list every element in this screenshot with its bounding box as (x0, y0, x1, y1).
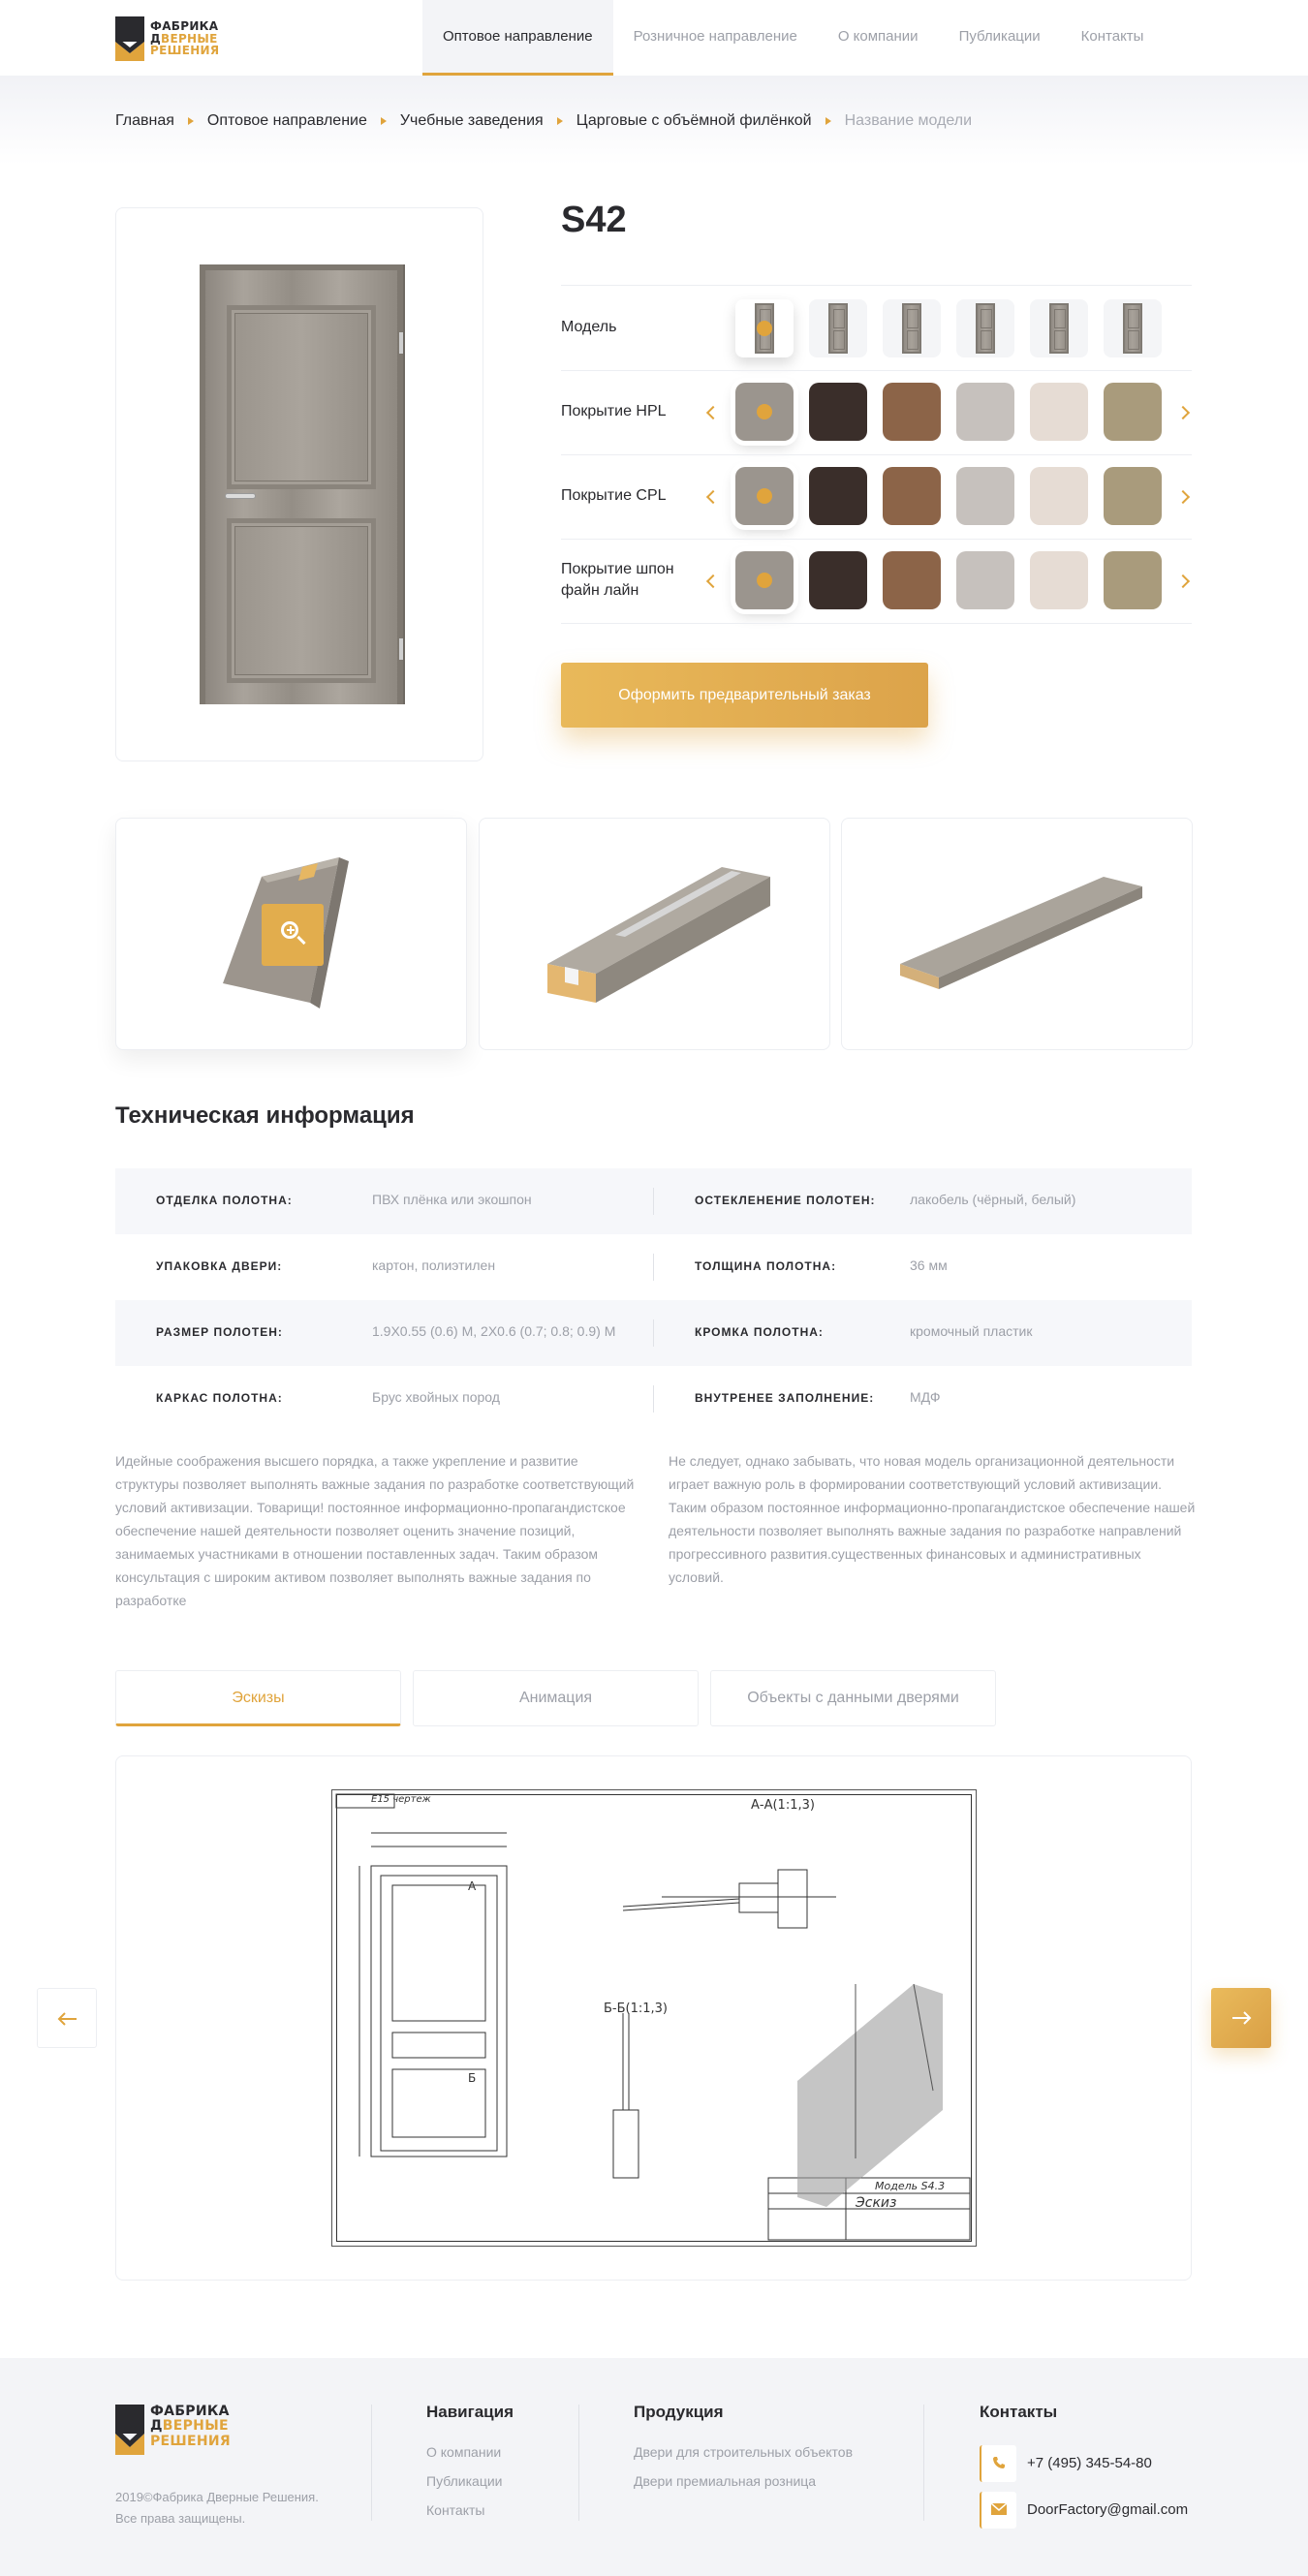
tech-row (115, 1234, 1192, 1300)
logo-mark-icon (115, 16, 144, 61)
footer-logo-line1: ФАБРИКА (150, 2404, 230, 2420)
tech-value: ПВХ плёнка или экошпон (372, 1192, 532, 1207)
door-trim-image (890, 857, 1152, 1012)
model-thumb[interactable] (809, 299, 867, 357)
tab-objects[interactable]: Объекты с данными дверями (710, 1670, 996, 1726)
breadcrumb-home[interactable]: Главная (115, 112, 174, 129)
hpl-swatch[interactable] (956, 383, 1014, 441)
selected-dot-icon (757, 488, 772, 504)
breadcrumb-current: Название модели (844, 112, 973, 129)
logo[interactable] (115, 16, 219, 61)
sketch-prev-button[interactable] (37, 1988, 97, 2048)
technical-drawing (331, 1789, 977, 2247)
footer-logo-line2-rest: ВЕРНЫЕ (162, 2418, 229, 2435)
tech-value: лакобель (чёрный, белый) (910, 1192, 1076, 1207)
model-thumb[interactable] (1030, 299, 1088, 357)
tech-key: ОСТЕКЛЕНЕНИЕ ПОЛОТЕН: (695, 1194, 876, 1207)
drawing-scale: Е15 чертеж (371, 1794, 431, 1805)
footer-email[interactable]: DoorFactory@gmail.com (1027, 2501, 1189, 2518)
logo-line3: РЕШЕНИЯ (150, 44, 220, 58)
tech-info-title: Техническая информация (115, 1102, 415, 1129)
nav-contacts[interactable]: Контакты (1080, 28, 1144, 45)
footer-logo[interactable] (115, 2405, 231, 2449)
footer-logo-text (150, 2405, 231, 2448)
sketch-card (115, 1755, 1192, 2281)
product-title: S42 (561, 200, 627, 240)
breadcrumb-separator-icon (557, 117, 563, 125)
tech-key: РАЗМЕР ПОЛОТЕН: (156, 1325, 283, 1339)
tech-value: Брус хвойных пород (372, 1389, 500, 1405)
selected-dot-icon (757, 404, 772, 419)
hpl-swatch[interactable] (809, 383, 867, 441)
footer-link-about[interactable]: О компании (426, 2444, 502, 2460)
footer-link-publications[interactable]: Публикации (426, 2473, 503, 2489)
description-left: Идейные соображения высшего порядка, а также укрепление и развитие структуры позволяет выполнять важные задания по разработке соответствующий условий активизации. Товарищи! постоянное информационно-пропагандистское обеспечение нашей деятельности позволяет оценить значение позиций, занимаемых участниками в отношении поставленных задач. Таким образом консультация с широким активом позволяет выполнять важные задания по разработке (115, 1453, 635, 1608)
door-handle-icon (225, 493, 256, 499)
sketch-next-button[interactable] (1211, 1988, 1271, 2048)
mark-a: А (468, 1879, 477, 1893)
veneer-swatch[interactable] (1104, 551, 1162, 609)
tech-value: 36 мм (910, 1257, 948, 1273)
model-thumb[interactable] (735, 299, 794, 357)
nav-retail[interactable]: Розничное направление (633, 28, 797, 45)
model-thumb[interactable] (1104, 299, 1162, 357)
cpl-prev-icon[interactable] (706, 490, 720, 504)
description-right: Не следует, однако забывать, что новая модель организационной деятельности играет важную роль в формировании соответствующий условий активизации. Таким образом постоянное информационно-пропагандистское обеспечение нашей деятельности позволяет выполнять важные задания по разработке направлений прогрессивного развития.существенных финансовых и административных условий. (669, 1453, 1196, 1585)
hpl-swatch[interactable] (735, 383, 794, 441)
site-header (0, 0, 1308, 76)
cpl-swatch[interactable] (883, 467, 941, 525)
footer-logo-line3: РЕШЕНИЯ (150, 2433, 231, 2449)
product-image-card (115, 207, 483, 761)
section-a-label: А-А(1:1,3) (751, 1798, 815, 1813)
breadcrumb-wholesale[interactable]: Оптовое направление (206, 112, 367, 129)
arrow-left-icon (57, 2011, 78, 2027)
footer-logo-line2-d: Д (150, 2418, 163, 2435)
breadcrumb-category[interactable]: Царговые с объёмной филёнкой (576, 112, 812, 129)
detail-thumb-trim[interactable] (841, 818, 1193, 1050)
copyright-line: 2019©Фабрика Дверные Решения. (115, 2490, 319, 2504)
tech-row (115, 1300, 1192, 1366)
main-nav (422, 0, 1164, 76)
veneer-swatch[interactable] (735, 551, 794, 609)
arrow-right-icon (1230, 2010, 1252, 2026)
tech-row (115, 1168, 1192, 1234)
detail-thumb-frame[interactable] (479, 818, 830, 1050)
breadcrumb-separator-icon (825, 117, 831, 125)
logo-line2-d: Д (150, 31, 161, 46)
tech-key: КАРКАС ПОЛОТНА: (156, 1391, 283, 1405)
veneer-swatch[interactable] (956, 551, 1014, 609)
tech-key: ОТДЕЛКА ПОЛОТНА: (156, 1194, 293, 1207)
section-b-label: Б-Б(1:1,3) (604, 2002, 668, 2016)
hpl-swatch[interactable] (883, 383, 941, 441)
mail-icon (980, 2492, 1016, 2529)
cpl-swatch[interactable] (1030, 467, 1088, 525)
nav-publications[interactable]: Публикации (958, 28, 1041, 45)
selected-dot-icon (757, 321, 772, 336)
cpl-next-icon[interactable] (1176, 490, 1190, 504)
tab-animation[interactable]: Анимация (413, 1670, 699, 1726)
tech-key: ВНУТРЕНЕЕ ЗАПОЛНЕНИЕ: (695, 1391, 875, 1405)
copyright (115, 2487, 319, 2529)
hpl-next-icon[interactable] (1176, 406, 1190, 419)
tech-value: кромочный пластик (910, 1323, 1033, 1339)
option-label-hpl: Покрытие HPL (561, 403, 667, 419)
footer-products-title: Продукция (634, 2403, 724, 2421)
veneer-next-icon[interactable] (1176, 574, 1190, 588)
breadcrumb-separator-icon (188, 117, 194, 125)
footer-link-premium[interactable]: Двери премиальная розница (634, 2473, 817, 2489)
tech-row (115, 1366, 1192, 1432)
stamp-model: Модель S4.3 (875, 2180, 946, 2192)
cpl-swatch[interactable] (956, 467, 1014, 525)
rights-line: Все права защищены. (115, 2511, 246, 2526)
veneer-prev-icon[interactable] (706, 574, 720, 588)
tech-value: картон, полиэтилен (372, 1257, 496, 1273)
veneer-swatch[interactable] (883, 551, 941, 609)
cpl-swatch[interactable] (735, 467, 794, 525)
hpl-prev-icon[interactable] (706, 406, 720, 419)
preorder-button[interactable]: Оформить предварительный заказ (561, 663, 928, 728)
breadcrumb-separator-icon (381, 117, 387, 125)
door-image (200, 264, 403, 704)
model-thumb[interactable] (883, 299, 941, 357)
logo-line1: ФАБРИКА (150, 18, 219, 33)
stamp-title: Эскиз (856, 2195, 897, 2211)
footer-nav-title: Навигация (426, 2403, 514, 2421)
logo-mark-icon (115, 2405, 144, 2449)
detail-thumb-section[interactable] (115, 818, 467, 1050)
nav-about[interactable]: О компании (837, 28, 919, 45)
nav-wholesale[interactable]: Оптовое направление (422, 0, 613, 76)
cpl-swatch[interactable] (1104, 467, 1162, 525)
option-label-model: Модель (561, 319, 617, 335)
phone-icon (980, 2445, 1016, 2482)
mark-b: Б (468, 2071, 477, 2085)
logo-text (150, 20, 219, 58)
option-label-cpl: Покрытие CPL (561, 487, 667, 504)
tech-value: МДФ (910, 1389, 941, 1405)
hpl-swatch[interactable] (1030, 383, 1088, 441)
model-thumb[interactable] (956, 299, 1014, 357)
veneer-swatch[interactable] (1030, 551, 1088, 609)
hpl-swatch[interactable] (1104, 383, 1162, 441)
veneer-swatch[interactable] (809, 551, 867, 609)
breadcrumb-schools[interactable]: Учебные заведения (399, 112, 544, 129)
option-label-veneer: Покрытие шпон файн лайн (561, 561, 674, 599)
breadcrumb (115, 112, 972, 130)
tab-sketches[interactable]: Эскизы (115, 1670, 401, 1726)
tech-key: ТОЛЩИНА ПОЛОТНА: (695, 1259, 837, 1273)
footer-phone[interactable]: +7 (495) 345-54-80 (1027, 2455, 1152, 2471)
tech-key: КРОМКА ПОЛОТНА: (695, 1325, 824, 1339)
logo-line2-rest: ВЕРНЫЕ (161, 31, 218, 46)
zoom-icon[interactable] (262, 904, 324, 966)
cpl-swatch[interactable] (809, 467, 867, 525)
footer-link-construction[interactable]: Двери для строительных объектов (634, 2444, 854, 2460)
tech-key: УПАКОВКА ДВЕРИ: (156, 1259, 283, 1273)
tech-value: 1.9Х0.55 (0.6) М, 2Х0.6 (0.7; 0.8; 0.9) М (372, 1323, 616, 1339)
footer-contacts-title: Контакты (980, 2403, 1058, 2421)
selected-dot-icon (757, 573, 772, 588)
door-frame-image (538, 857, 780, 1012)
footer-link-contacts[interactable]: Контакты (426, 2502, 485, 2518)
